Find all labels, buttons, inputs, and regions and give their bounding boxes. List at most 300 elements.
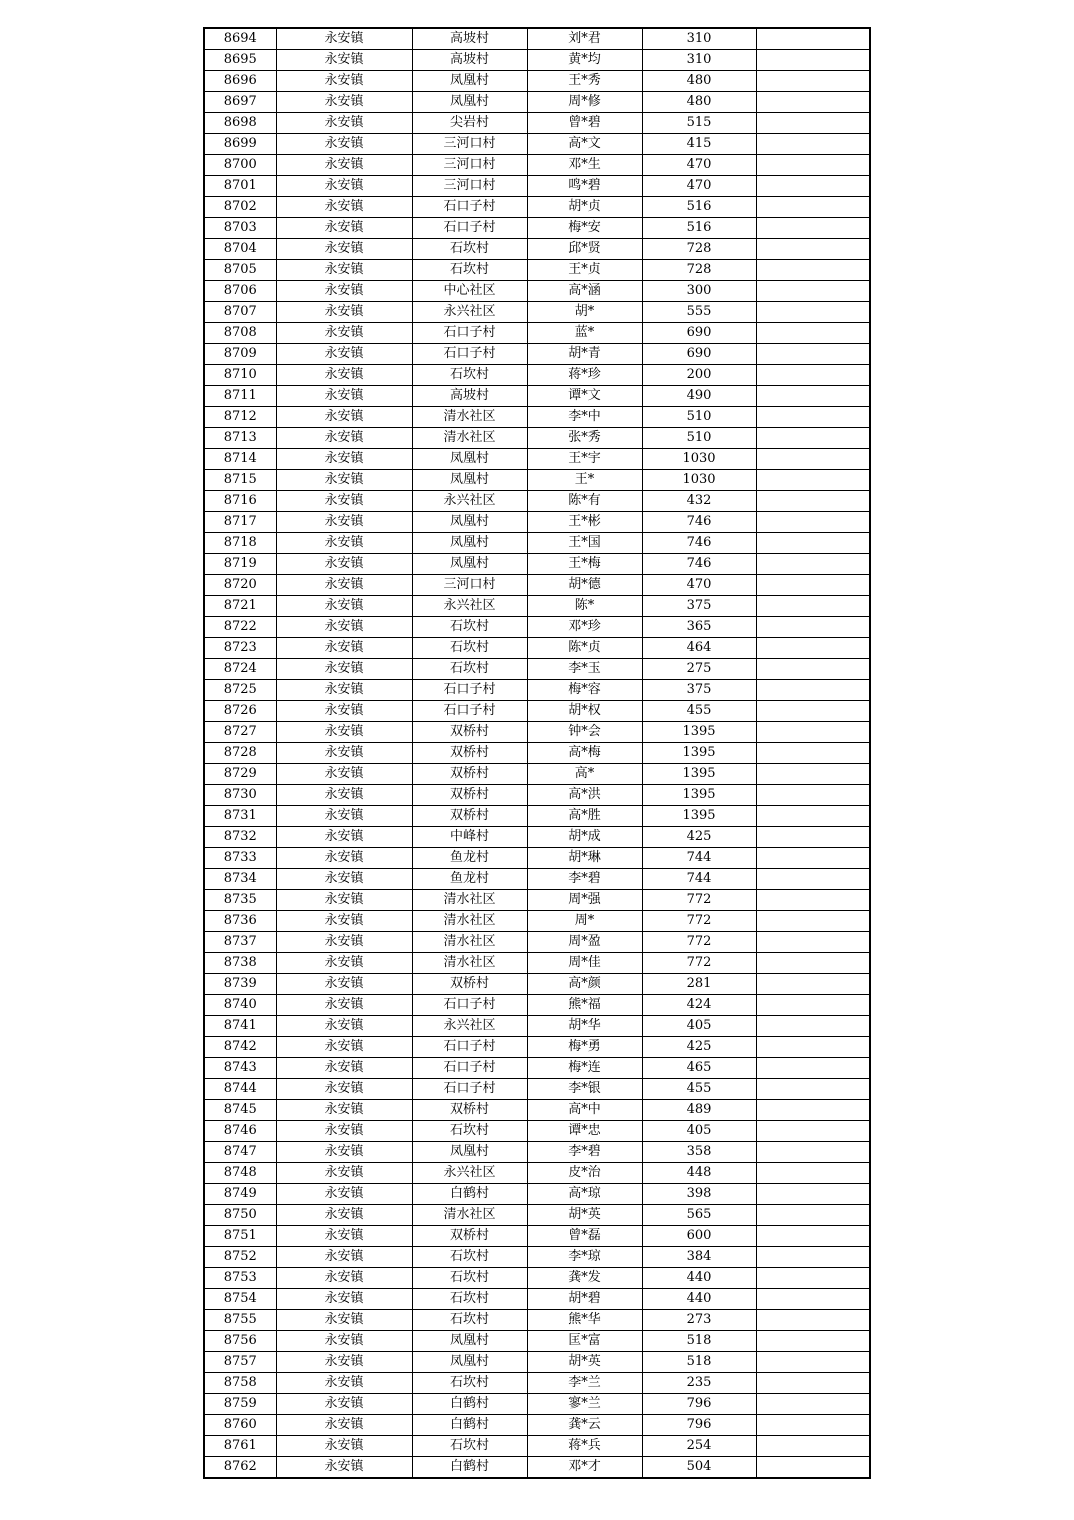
cell-town: 永安镇 [276, 344, 412, 365]
cell-name: 周* [527, 911, 642, 932]
cell-village: 双桥村 [412, 1226, 527, 1247]
cell-village: 石口子村 [412, 680, 527, 701]
cell-amount: 358 [642, 1142, 756, 1163]
table-row [204, 722, 870, 743]
cell-no: 8748 [204, 1163, 276, 1184]
cell-no: 8707 [204, 302, 276, 323]
cell-no: 8743 [204, 1058, 276, 1079]
cell-note [756, 197, 870, 218]
cell-no: 8724 [204, 659, 276, 680]
cell-amount: 465 [642, 1058, 756, 1079]
cell-amount: 235 [642, 1373, 756, 1394]
cell-amount: 489 [642, 1100, 756, 1121]
cell-town: 永安镇 [276, 260, 412, 281]
cell-no: 8737 [204, 932, 276, 953]
cell-note [756, 28, 870, 50]
cell-town: 永安镇 [276, 680, 412, 701]
cell-name: 王*梅 [527, 554, 642, 575]
cell-note [756, 1268, 870, 1289]
cell-amount: 375 [642, 596, 756, 617]
cell-amount: 1395 [642, 764, 756, 785]
table-row [204, 449, 870, 470]
table-row [204, 1205, 870, 1226]
cell-no: 8710 [204, 365, 276, 386]
cell-no: 8745 [204, 1100, 276, 1121]
cell-town: 永安镇 [276, 1184, 412, 1205]
cell-town: 永安镇 [276, 1037, 412, 1058]
cell-village: 永兴社区 [412, 491, 527, 512]
cell-name: 胡*华 [527, 1016, 642, 1037]
table-row [204, 1247, 870, 1268]
cell-amount: 425 [642, 827, 756, 848]
table-row [204, 491, 870, 512]
table-row [204, 806, 870, 827]
cell-amount: 515 [642, 113, 756, 134]
cell-town: 永安镇 [276, 827, 412, 848]
cell-village: 双桥村 [412, 743, 527, 764]
cell-village: 双桥村 [412, 722, 527, 743]
cell-town: 永安镇 [276, 974, 412, 995]
table-row [204, 365, 870, 386]
cell-village: 清水社区 [412, 890, 527, 911]
cell-name: 胡*琳 [527, 848, 642, 869]
cell-town: 永安镇 [276, 932, 412, 953]
table-row [204, 197, 870, 218]
cell-note [756, 365, 870, 386]
cell-amount: 480 [642, 71, 756, 92]
table-row [204, 386, 870, 407]
table-row [204, 995, 870, 1016]
table-row [204, 1016, 870, 1037]
cell-name: 陈* [527, 596, 642, 617]
cell-town: 永安镇 [276, 617, 412, 638]
cell-town: 永安镇 [276, 1163, 412, 1184]
cell-village: 凤凰村 [412, 554, 527, 575]
cell-note [756, 1310, 870, 1331]
cell-town: 永安镇 [276, 176, 412, 197]
cell-no: 8751 [204, 1226, 276, 1247]
cell-note [756, 869, 870, 890]
table-row [204, 554, 870, 575]
cell-note [756, 491, 870, 512]
cell-town: 永安镇 [276, 449, 412, 470]
cell-village: 石坎村 [412, 1310, 527, 1331]
cell-no: 8722 [204, 617, 276, 638]
cell-town: 永安镇 [276, 239, 412, 260]
cell-village: 石坎村 [412, 1436, 527, 1457]
cell-village: 双桥村 [412, 764, 527, 785]
cell-village: 凤凰村 [412, 449, 527, 470]
cell-name: 陈*贞 [527, 638, 642, 659]
cell-name: 皮*治 [527, 1163, 642, 1184]
table-row [204, 428, 870, 449]
cell-village: 白鹤村 [412, 1184, 527, 1205]
cell-name: 周*修 [527, 92, 642, 113]
cell-note [756, 1121, 870, 1142]
cell-village: 永兴社区 [412, 596, 527, 617]
cell-amount: 555 [642, 302, 756, 323]
cell-town: 永安镇 [276, 995, 412, 1016]
cell-note [756, 1205, 870, 1226]
cell-town: 永安镇 [276, 1016, 412, 1037]
cell-amount: 254 [642, 1436, 756, 1457]
cell-note [756, 890, 870, 911]
table-row [204, 1394, 870, 1415]
cell-no: 8760 [204, 1415, 276, 1436]
cell-town: 永安镇 [276, 28, 412, 50]
cell-town: 永安镇 [276, 890, 412, 911]
cell-town: 永安镇 [276, 554, 412, 575]
cell-amount: 432 [642, 491, 756, 512]
cell-name: 高* [527, 764, 642, 785]
cell-town: 永安镇 [276, 575, 412, 596]
cell-note [756, 1415, 870, 1436]
cell-note [756, 302, 870, 323]
cell-town: 永安镇 [276, 596, 412, 617]
table-row [204, 344, 870, 365]
cell-village: 石坎村 [412, 638, 527, 659]
cell-amount: 746 [642, 512, 756, 533]
cell-name: 周*佳 [527, 953, 642, 974]
cell-village: 凤凰村 [412, 470, 527, 491]
cell-note [756, 407, 870, 428]
cell-town: 永安镇 [276, 470, 412, 491]
cell-village: 石坎村 [412, 1268, 527, 1289]
cell-amount: 310 [642, 28, 756, 50]
cell-note [756, 1331, 870, 1352]
cell-no: 8756 [204, 1331, 276, 1352]
cell-village: 双桥村 [412, 974, 527, 995]
cell-name: 钟*会 [527, 722, 642, 743]
cell-no: 8701 [204, 176, 276, 197]
cell-town: 永安镇 [276, 512, 412, 533]
cell-village: 三河口村 [412, 575, 527, 596]
data-table [203, 27, 871, 1479]
cell-no: 8723 [204, 638, 276, 659]
cell-name: 胡*英 [527, 1352, 642, 1373]
cell-town: 永安镇 [276, 134, 412, 155]
cell-name: 李*银 [527, 1079, 642, 1100]
cell-name: 黄*均 [527, 50, 642, 71]
cell-name: 高*涵 [527, 281, 642, 302]
cell-amount: 455 [642, 1079, 756, 1100]
cell-no: 8730 [204, 785, 276, 806]
cell-name: 李*琼 [527, 1247, 642, 1268]
cell-note [756, 575, 870, 596]
cell-town: 永安镇 [276, 1457, 412, 1479]
cell-note [756, 50, 870, 71]
cell-town: 永安镇 [276, 50, 412, 71]
cell-amount: 746 [642, 554, 756, 575]
cell-no: 8755 [204, 1310, 276, 1331]
cell-no: 8740 [204, 995, 276, 1016]
cell-village: 高坡村 [412, 386, 527, 407]
cell-note [756, 176, 870, 197]
table-row [204, 1415, 870, 1436]
cell-no: 8715 [204, 470, 276, 491]
cell-name: 王*贞 [527, 260, 642, 281]
cell-name: 胡*贞 [527, 197, 642, 218]
cell-note [756, 344, 870, 365]
cell-amount: 600 [642, 1226, 756, 1247]
cell-note [756, 617, 870, 638]
cell-town: 永安镇 [276, 1142, 412, 1163]
cell-name: 王*国 [527, 533, 642, 554]
cell-note [756, 974, 870, 995]
cell-village: 三河口村 [412, 176, 527, 197]
cell-note [756, 911, 870, 932]
table-row [204, 596, 870, 617]
cell-note [756, 953, 870, 974]
cell-village: 凤凰村 [412, 92, 527, 113]
cell-village: 凤凰村 [412, 71, 527, 92]
table-row [204, 1331, 870, 1352]
cell-town: 永安镇 [276, 1310, 412, 1331]
cell-note [756, 92, 870, 113]
cell-note [756, 449, 870, 470]
cell-name: 高*胜 [527, 806, 642, 827]
cell-amount: 1395 [642, 743, 756, 764]
cell-town: 永安镇 [276, 1373, 412, 1394]
cell-note [756, 134, 870, 155]
cell-village: 清水社区 [412, 911, 527, 932]
cell-name: 梅*勇 [527, 1037, 642, 1058]
cell-village: 石口子村 [412, 995, 527, 1016]
table-row [204, 260, 870, 281]
cell-amount: 455 [642, 701, 756, 722]
cell-no: 8699 [204, 134, 276, 155]
cell-name: 高*文 [527, 134, 642, 155]
table-row [204, 575, 870, 596]
cell-name: 胡*成 [527, 827, 642, 848]
cell-town: 永安镇 [276, 281, 412, 302]
cell-no: 8700 [204, 155, 276, 176]
cell-town: 永安镇 [276, 365, 412, 386]
cell-village: 石口子村 [412, 323, 527, 344]
cell-town: 永安镇 [276, 1394, 412, 1415]
cell-village: 石坎村 [412, 260, 527, 281]
cell-no: 8713 [204, 428, 276, 449]
cell-amount: 772 [642, 890, 756, 911]
table-row [204, 659, 870, 680]
cell-no: 8741 [204, 1016, 276, 1037]
table-row [204, 533, 870, 554]
cell-amount: 448 [642, 1163, 756, 1184]
cell-amount: 746 [642, 533, 756, 554]
cell-village: 凤凰村 [412, 1352, 527, 1373]
cell-note [756, 701, 870, 722]
cell-village: 永兴社区 [412, 1016, 527, 1037]
cell-amount: 1395 [642, 806, 756, 827]
cell-no: 8753 [204, 1268, 276, 1289]
cell-no: 8705 [204, 260, 276, 281]
cell-amount: 772 [642, 911, 756, 932]
cell-amount: 415 [642, 134, 756, 155]
cell-town: 永安镇 [276, 1079, 412, 1100]
cell-no: 8744 [204, 1079, 276, 1100]
cell-no: 8729 [204, 764, 276, 785]
cell-name: 胡*青 [527, 344, 642, 365]
cell-town: 永安镇 [276, 806, 412, 827]
cell-town: 永安镇 [276, 323, 412, 344]
cell-village: 鱼龙村 [412, 869, 527, 890]
cell-village: 石口子村 [412, 1079, 527, 1100]
cell-name: 邓*珍 [527, 617, 642, 638]
cell-village: 石坎村 [412, 617, 527, 638]
cell-amount: 728 [642, 239, 756, 260]
cell-town: 永安镇 [276, 197, 412, 218]
table-row [204, 1058, 870, 1079]
cell-note [756, 806, 870, 827]
cell-town: 永安镇 [276, 1247, 412, 1268]
cell-town: 永安镇 [276, 848, 412, 869]
cell-name: 谭*文 [527, 386, 642, 407]
table-row [204, 28, 870, 50]
cell-amount: 200 [642, 365, 756, 386]
cell-amount: 405 [642, 1121, 756, 1142]
cell-no: 8726 [204, 701, 276, 722]
cell-no: 8719 [204, 554, 276, 575]
table-row [204, 743, 870, 764]
table-row [204, 1184, 870, 1205]
cell-village: 双桥村 [412, 785, 527, 806]
cell-name: 邱*贤 [527, 239, 642, 260]
cell-amount: 470 [642, 575, 756, 596]
cell-amount: 425 [642, 1037, 756, 1058]
cell-village: 清水社区 [412, 932, 527, 953]
cell-no: 8733 [204, 848, 276, 869]
cell-note [756, 1100, 870, 1121]
cell-name: 王*彬 [527, 512, 642, 533]
table-row [204, 638, 870, 659]
cell-town: 永安镇 [276, 1331, 412, 1352]
cell-no: 8703 [204, 218, 276, 239]
cell-note [756, 1352, 870, 1373]
cell-amount: 1395 [642, 722, 756, 743]
cell-town: 永安镇 [276, 785, 412, 806]
cell-no: 8752 [204, 1247, 276, 1268]
cell-no: 8747 [204, 1142, 276, 1163]
cell-note [756, 827, 870, 848]
cell-amount: 504 [642, 1457, 756, 1479]
table-row [204, 848, 870, 869]
table-row [204, 1100, 870, 1121]
cell-no: 8758 [204, 1373, 276, 1394]
cell-name: 王*宇 [527, 449, 642, 470]
cell-amount: 440 [642, 1268, 756, 1289]
cell-no: 8725 [204, 680, 276, 701]
cell-no: 8709 [204, 344, 276, 365]
cell-village: 永兴社区 [412, 1163, 527, 1184]
cell-no: 8721 [204, 596, 276, 617]
cell-amount: 470 [642, 155, 756, 176]
cell-no: 8698 [204, 113, 276, 134]
cell-village: 凤凰村 [412, 1142, 527, 1163]
cell-town: 永安镇 [276, 1121, 412, 1142]
table-body [204, 28, 870, 1478]
cell-note [756, 323, 870, 344]
cell-name: 龚*云 [527, 1415, 642, 1436]
cell-no: 8716 [204, 491, 276, 512]
table-row [204, 71, 870, 92]
cell-note [756, 512, 870, 533]
cell-no: 8694 [204, 28, 276, 50]
table-row [204, 218, 870, 239]
cell-amount: 273 [642, 1310, 756, 1331]
cell-note [756, 596, 870, 617]
cell-village: 清水社区 [412, 407, 527, 428]
cell-name: 曾*磊 [527, 1226, 642, 1247]
cell-town: 永安镇 [276, 302, 412, 323]
cell-note [756, 659, 870, 680]
cell-name: 李*玉 [527, 659, 642, 680]
table-row [204, 134, 870, 155]
cell-village: 石口子村 [412, 197, 527, 218]
cell-note [756, 155, 870, 176]
cell-town: 永安镇 [276, 533, 412, 554]
cell-note [756, 428, 870, 449]
cell-no: 8711 [204, 386, 276, 407]
cell-name: 蓝* [527, 323, 642, 344]
cell-town: 永安镇 [276, 869, 412, 890]
cell-no: 8727 [204, 722, 276, 743]
cell-village: 中峰村 [412, 827, 527, 848]
cell-no: 8757 [204, 1352, 276, 1373]
cell-town: 永安镇 [276, 1268, 412, 1289]
cell-no: 8706 [204, 281, 276, 302]
cell-name: 李*中 [527, 407, 642, 428]
table-row [204, 1289, 870, 1310]
cell-name: 蒋*兵 [527, 1436, 642, 1457]
table-row [204, 302, 870, 323]
cell-village: 清水社区 [412, 953, 527, 974]
cell-amount: 510 [642, 428, 756, 449]
cell-amount: 464 [642, 638, 756, 659]
cell-amount: 281 [642, 974, 756, 995]
cell-amount: 744 [642, 869, 756, 890]
cell-town: 永安镇 [276, 1436, 412, 1457]
table-row [204, 785, 870, 806]
cell-no: 8695 [204, 50, 276, 71]
cell-note [756, 1247, 870, 1268]
cell-note [756, 281, 870, 302]
cell-village: 清水社区 [412, 1205, 527, 1226]
cell-village: 白鹤村 [412, 1394, 527, 1415]
cell-note [756, 1436, 870, 1457]
cell-amount: 424 [642, 995, 756, 1016]
cell-name: 邓*才 [527, 1457, 642, 1479]
cell-village: 双桥村 [412, 1100, 527, 1121]
cell-amount: 1030 [642, 470, 756, 491]
cell-amount: 384 [642, 1247, 756, 1268]
cell-no: 8731 [204, 806, 276, 827]
cell-no: 8762 [204, 1457, 276, 1479]
table-row [204, 869, 870, 890]
cell-amount: 375 [642, 680, 756, 701]
cell-amount: 690 [642, 344, 756, 365]
table-row [204, 680, 870, 701]
cell-note [756, 680, 870, 701]
cell-amount: 690 [642, 323, 756, 344]
cell-no: 8697 [204, 92, 276, 113]
cell-no: 8742 [204, 1037, 276, 1058]
cell-amount: 405 [642, 1016, 756, 1037]
cell-village: 白鹤村 [412, 1457, 527, 1479]
table-row [204, 50, 870, 71]
cell-town: 永安镇 [276, 638, 412, 659]
table-row [204, 617, 870, 638]
cell-amount: 516 [642, 197, 756, 218]
